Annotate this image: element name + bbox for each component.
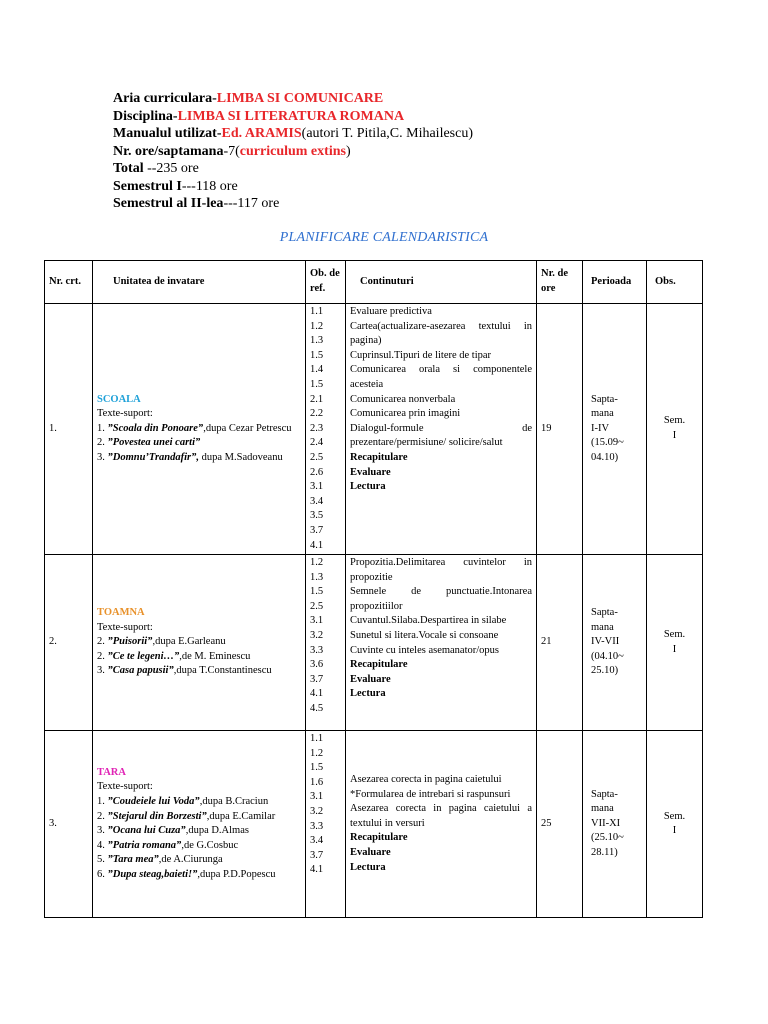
support-text: 3. ”Ocana lui Cuza”,dupa D.Almas <box>97 825 249 837</box>
header-continuturi: Continuturi <box>346 261 537 304</box>
recap-label: Recapitulare <box>350 832 408 844</box>
hours-cell: 25 <box>537 731 583 918</box>
header-unitate: Unitatea de invatare <box>93 261 306 304</box>
obs-cell: Sem. I <box>647 555 703 731</box>
text-title: ”Stejarul din Borzesti” <box>107 810 207 822</box>
text-title: ”Dupa steag,baieti!” <box>107 868 198 880</box>
content-item: *Formularea de intrebari si raspunsuri <box>350 788 511 800</box>
aria-curriculara-line: Aria curriculara-LIMBA SI COMUNICARE <box>113 91 384 106</box>
text-title: ”Povestea unei carti” <box>107 437 201 449</box>
obs-cell: Sem. I <box>647 304 703 555</box>
text-title: ”Ocana lui Cuza” <box>107 825 186 837</box>
content-item: Sunetul si litera.Vocale si consoane <box>350 630 499 642</box>
aria-value: LIMBA SI COMUNICARE <box>216 91 384 106</box>
content-item: Semnele de punctuatie.Intonarea propozitiilor <box>350 586 532 612</box>
row-number: 3. <box>45 731 93 918</box>
text-title: ”Coudeiele lui Voda” <box>107 795 200 807</box>
disciplina-value: LIMBA SI LITERATURA ROMANA <box>177 108 405 124</box>
planning-table <box>44 260 703 918</box>
period-cell: Sapta- mana IV-VII (04.10~ 25.10) <box>583 555 647 731</box>
unit-cell <box>93 555 306 731</box>
unit-title: TOAMNA <box>97 607 145 619</box>
row-number: 1. <box>45 304 93 555</box>
table-header-row <box>45 261 703 304</box>
unit-title: SCOALA <box>97 393 141 405</box>
support-text: 6. ”Dupa steag,baieti!”,dupa P.D.Popescu <box>97 868 276 880</box>
support-text: 2. ”Ce te legeni…”,de M. Eminescu <box>97 650 251 662</box>
table-row <box>45 555 703 731</box>
header-obs: Obs. <box>647 261 703 304</box>
content-item: Comunicarea nonverbala <box>350 393 456 405</box>
hours-cell: 19 <box>537 304 583 555</box>
obs-cell: Sem. I <box>647 731 703 918</box>
content-item: Cuvantul.Silaba.Despartirea in silabe <box>350 615 507 627</box>
content-item: Cuvinte cu inteles asemanator/opus <box>350 644 500 656</box>
support-text: 2. ”Povestea unei carti” <box>97 437 201 449</box>
support-label: Texte-suport: <box>97 408 153 420</box>
header-perioada: Perioada <box>583 261 647 304</box>
manual-line: Manualul utilizat-Ed. ARAMIS(autori T. Pitila,C. Mihailescu) <box>113 126 473 141</box>
lectura-label: Lectura <box>350 861 386 873</box>
support-text: 2. ”Stejarul din Borzesti”,dupa E.Camilar <box>97 810 276 822</box>
eval-label: Evaluare <box>350 847 391 859</box>
lectura-label: Lectura <box>350 688 386 700</box>
manual-authors: (autori T. Pitila,C. Mihailescu) <box>301 126 473 141</box>
unit-cell <box>93 731 306 918</box>
manual-value: Ed. ARAMIS <box>221 126 302 141</box>
recap-label: Recapitulare <box>350 659 408 671</box>
content-item: Comunicarea orala si componentele acesteia <box>350 364 532 390</box>
period-cell: Sapta- mana VII-XI (25.10~ 28.11) <box>583 731 647 918</box>
content-item: Comunicarea prin imagini <box>350 408 461 420</box>
eval-label: Evaluare <box>350 466 391 478</box>
text-title: ”Domnu’Trandafir”, <box>107 451 200 463</box>
content-item: Evaluare predictiva <box>350 306 432 317</box>
text-title: ”Tara mea” <box>107 854 159 866</box>
semester-2-line: Semestrul al II-lea---117 ore <box>113 196 280 211</box>
document-title: PLANIFICARE CALENDARISTICA <box>279 230 489 245</box>
content-item: Cuprinsul.Tipuri de litere de tipar <box>350 349 492 361</box>
hours-cell: 21 <box>537 555 583 731</box>
row-number: 2. <box>45 555 93 731</box>
support-text: 1. ”Coudeiele lui Voda”,dupa B.Craciun <box>97 795 269 807</box>
support-text: 3. ”Casa papusii”,dupa T.Constantinescu <box>97 665 272 677</box>
objectives-cell: 1.1 1.2 1.5 1.6 3.1 3.2 3.3 3.4 3.7 4.1 <box>306 731 346 918</box>
curriculum-extins: curriculum extins <box>239 143 346 159</box>
header-nr-crt: Nr. crt. <box>45 261 93 304</box>
table-row <box>45 731 703 918</box>
text-title: ”Scoala din Ponoare” <box>107 422 204 434</box>
support-text: 2. ”Puisorii”,dupa E.Garleanu <box>97 636 226 648</box>
contents-cell <box>346 731 537 918</box>
header-nr-ore: Nr. de ore <box>537 261 583 304</box>
text-title: ”Patria romana” <box>107 839 182 851</box>
recap-label: Recapitulare <box>350 451 408 463</box>
support-label: Texte-suport: <box>97 621 153 633</box>
lectura-label: Lectura <box>350 481 386 493</box>
support-text: 4. ”Patria romana”,de G.Cosbuc <box>97 839 239 851</box>
text-title: ”Casa papusii” <box>107 665 174 677</box>
text-title: ”Puisorii” <box>107 636 153 648</box>
support-label: Texte-suport: <box>97 781 153 793</box>
disciplina-line: Disciplina-LIMBA SI LITERATURA ROMANA <box>113 108 405 124</box>
document-header <box>113 90 473 213</box>
content-item: Dialogul-formule de prezentare/permisiune/ solicire/salut <box>350 422 532 449</box>
content-item: Propozitia.Delimitarea cuvintelor in propozitie <box>350 557 532 583</box>
support-text: 1. ”Scoala din Ponoare”,dupa Cezar Petrescu <box>97 422 292 434</box>
semester-1-line: Semestrul I---118 ore <box>113 178 238 194</box>
table-row <box>45 304 703 555</box>
content-item: Asezarea corecta in pagina caietului a textului in versuri <box>350 803 532 829</box>
table-body <box>45 304 703 918</box>
eval-label: Evaluare <box>350 673 391 685</box>
period-cell: Sapta- mana I-IV (15.09~ 04.10) <box>583 304 647 555</box>
text-title: ”Ce te legeni…” <box>107 650 180 662</box>
content-item: Cartea(actualizare-asezarea textului in pagina) <box>350 320 532 347</box>
unit-cell <box>93 304 306 555</box>
content-item: Asezarea corecta in pagina caietului <box>350 774 502 786</box>
objectives-cell: 1.1 1.2 1.3 1.5 1.4 1.5 2.1 2.2 2.3 2.4 2.5 2.6 3.1 3.4 3.5 3.7 4.1 <box>306 304 346 555</box>
contents-cell <box>346 304 537 555</box>
header-ob-ref: Ob. de ref. <box>306 261 346 304</box>
support-text: 5. ”Tara mea”,de A.Ciurunga <box>97 854 223 866</box>
support-text: 3. ”Domnu’Trandafir”, dupa M.Sadoveanu <box>97 451 283 463</box>
total-line: Total --235 ore <box>113 161 199 176</box>
unit-title: TARA <box>97 766 126 778</box>
objectives-cell: 1.2 1.3 1.5 2.5 3.1 3.2 3.3 3.6 3.7 4.1 4.5 <box>306 555 346 731</box>
contents-cell <box>346 555 537 731</box>
ore-line: Nr. ore/saptamana-7(curriculum extins) <box>113 143 351 159</box>
